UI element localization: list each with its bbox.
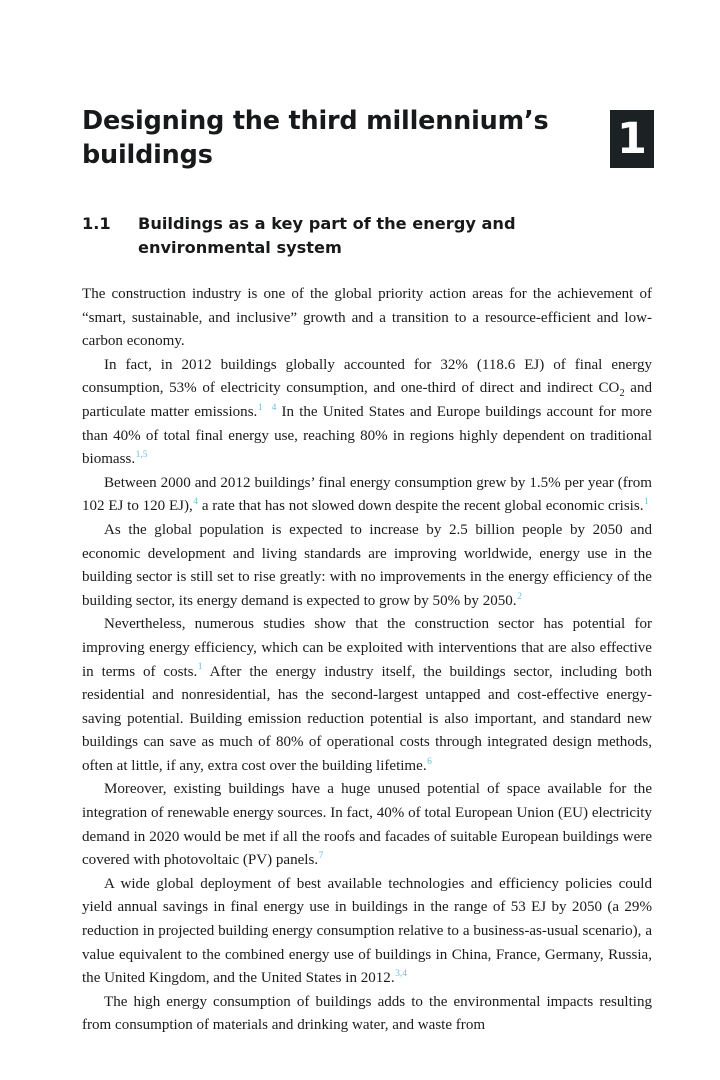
- chapter-header: [82, 104, 654, 172]
- chapter-title: Designing the third millennium’s buildings: [82, 106, 549, 170]
- body-paragraph: In fact, in 2012 buildings globally accounted for 32% (118.6 EJ) of final energy consumption, 53% of electricity consumption, and one-third of direct and indirect $CO_2$ and particulate matter emissions.$^{1 4}$ In the United States and Europe buildings account for more than 40% of total final energy use, reaching 80% in regions highly dependent on traditional biomass.$^{1,5}$: [82, 356, 652, 468]
- section-heading: [82, 212, 654, 260]
- body-paragraph: Moreover, existing buildings have a huge unused potential of space available for the integration of renewable energy sources. In fact, 40% of total European Union (EU) electricity demand in 2020 would be met if all the roofs and facades of suitable European buildings were covered with photovoltaic (PV) panels.$^7$: [82, 781, 652, 869]
- reference-citation[interactable]: 3,4: [395, 968, 408, 980]
- body-paragraph: Between 2000 and 2012 buildings’ final energy consumption grew by 1.5% per year (from 102 EJ to 120 EJ),$^4$ a rate that has not slowed down despite the recent global economic crisis.$^1$: [82, 474, 652, 515]
- chapter-number-badge: 1: [610, 110, 654, 168]
- body-paragraph: Nevertheless, numerous studies show that the construction sector has potential for improving energy efficiency, which can be exploited with interventions that are also effective in terms of costs.$^1$ After the energy industry itself, the buildings sector, including both residential and nonresidential, has the second-largest untapped and cost-effective energy-saving potential. Building emission reduction potential is also important, and standard new buildings can save as much of 80% of operational costs through integrated design methods, often at little, if any, extra cost over the building lifetime.$^6$: [82, 616, 653, 774]
- body-paragraph: As the global population is expected to increase by 2.5 billion people by 2050 and economic development and living standards are improving worldwide, energy use in the building sector is still set to rise greatly: with no improvements in the energy efficiency of the building sector, its energy demand is expected to grow by 50% by 2050.$^2$: [82, 521, 652, 609]
- chemical-subscript: 2: [619, 388, 625, 400]
- reference-citation[interactable]: 7: [318, 850, 324, 862]
- body-text-column: [82, 283, 652, 1038]
- reference-citation[interactable]: 4: [193, 496, 199, 508]
- body-paragraph: A wide global deployment of best available technologies and efficiency policies could yield annual savings in final energy use in buildings in the range of 53 EJ by 2050 (a 29% reduction in projected building energy consumption relative to a business-as-usual scenario), a value equivalent to the combined energy use of buildings in China, France, Germany, Russia, the United Kingdom, and the United States in 2012.$^{3,4}$: [82, 875, 652, 987]
- section-number: 1.1: [82, 214, 111, 233]
- reference-citation[interactable]: 1: [197, 661, 203, 673]
- reference-citation[interactable]: 1,5: [135, 449, 148, 461]
- reference-citation[interactable]: 2: [517, 590, 522, 602]
- reference-citation[interactable]: 6: [427, 755, 432, 767]
- body-paragraph: The high energy consumption of buildings adds to the environmental impacts resulting from consumption of materials and drinking water, and waste from: [82, 993, 652, 1034]
- reference-citation[interactable]: 1: [643, 496, 649, 508]
- reference-citation[interactable]: 1 4: [257, 401, 277, 413]
- body-paragraph: The construction industry is one of the global priority action areas for the achievement of “smart, sustainable, and inclusive” growth and a transition to a resource-efficient and low-carbon economy.: [82, 286, 652, 350]
- section-title: Buildings as a key part of the energy and environmental system: [138, 214, 516, 257]
